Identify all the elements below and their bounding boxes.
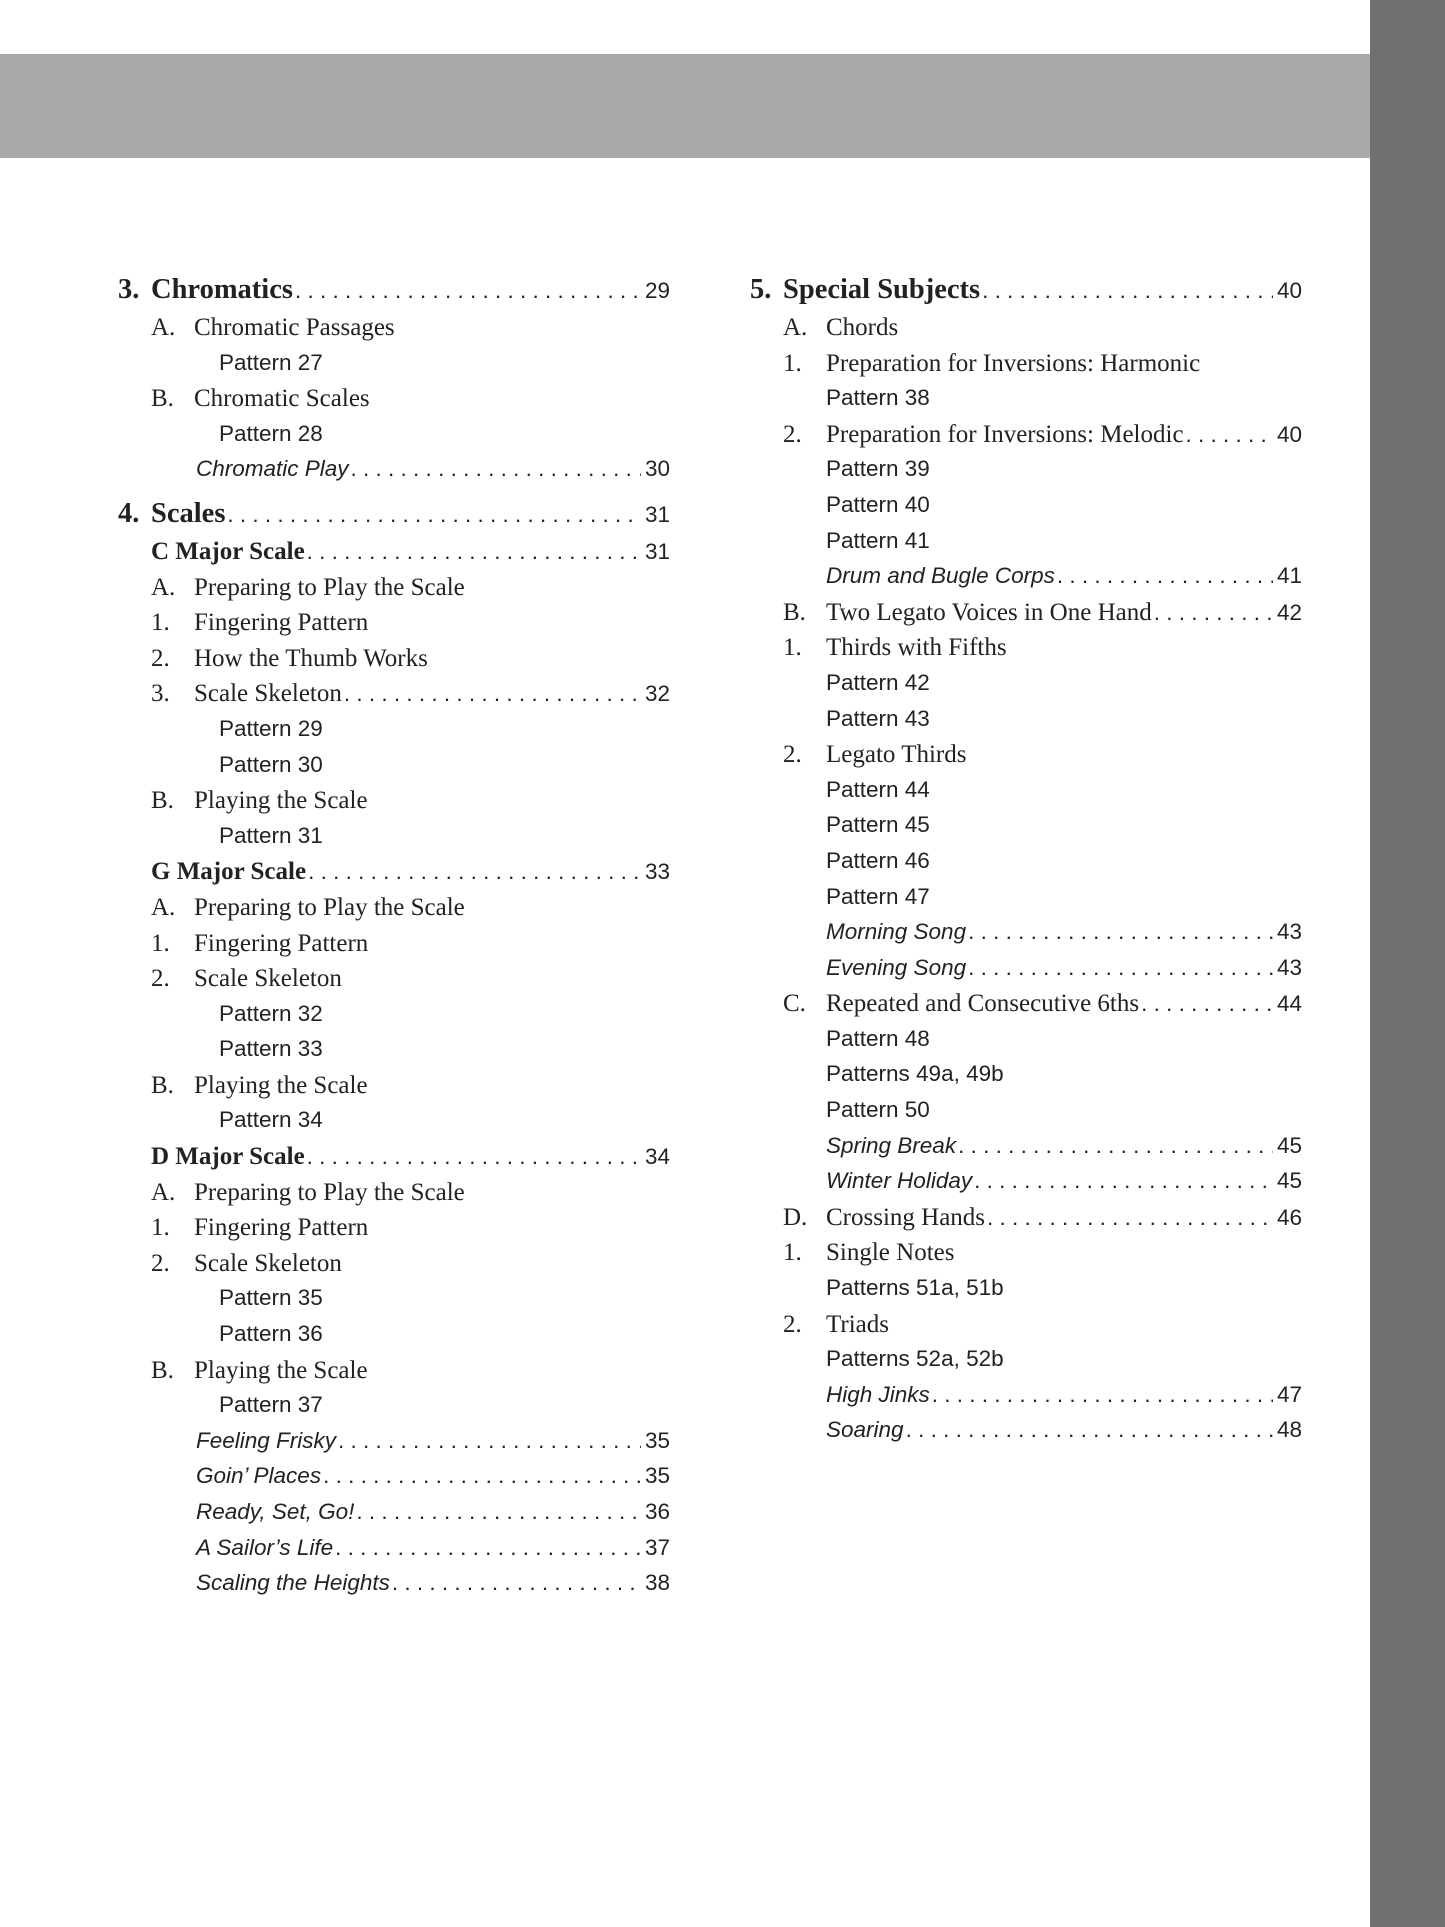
toc-entry-title: Patterns 52a, 52b [826,1346,1004,1372]
dot-leader [293,278,641,304]
toc-entry-piece [750,955,1302,991]
toc-entry-number: C. [783,990,806,1018]
toc-entry-pattern [750,1346,1302,1382]
toc-entry-pattern [118,752,670,788]
toc-entry-sub [118,385,670,421]
toc-entry-sub [118,1072,670,1108]
dot-leader [1055,563,1273,589]
toc-page-number: 30 [644,456,670,482]
toc-page-number: 40 [1276,421,1302,447]
toc-page-number: 45 [1276,1168,1302,1194]
toc-page-number: 36 [644,1499,670,1524]
toc-entry-number: A. [151,893,176,921]
toc-entry-title: Pattern 43 [826,705,930,731]
toc-entry-pattern [750,670,1302,706]
dot-leader [930,1382,1273,1408]
toc-entry-number: 5. [750,274,772,305]
toc-entry-title: Pattern 33 [219,1036,323,1062]
toc-entry-title: Playing the Scale [194,1071,368,1099]
toc-entry-title: Pattern 45 [826,812,930,838]
toc-entry-title: Single Notes [826,1239,955,1267]
toc-entry-title: Pattern 28 [219,420,323,446]
dot-leader [1184,422,1273,448]
toc-entry-sub [118,645,670,681]
toc-entry-title: Two Legato Voices in One Hand [826,598,1152,626]
toc-entry-title: Patterns 49a, 49b [826,1061,1004,1087]
toc-entry-sub [118,894,670,930]
toc-entry-heading [118,274,670,314]
toc-entry-sub [750,599,1302,635]
dot-leader [972,1168,1273,1194]
toc-entry-title: Pattern 40 [826,491,930,517]
toc-entry-title: Triads [826,1310,889,1338]
toc-entry-piece [750,1168,1302,1204]
dot-leader [342,681,641,707]
toc-entry-title: Thirds with Fifths [826,634,1007,662]
toc-page-number: 44 [1276,991,1302,1017]
toc-page-number: 31 [644,538,670,564]
toc-entry-piece [118,1570,670,1606]
toc-entry-title: A Sailor’s Life [196,1534,334,1560]
toc-entry-title: Winter Holiday [826,1168,973,1194]
toc-entry-title: Pattern 34 [219,1107,323,1133]
toc-entry-title: Chromatic Scales [194,385,370,413]
dot-leader [333,1535,641,1561]
toc-entry-number: 1. [783,634,802,662]
toc-entry-number: D. [783,1203,808,1231]
toc-entry-number: 2. [151,965,170,993]
toc-column-right [750,274,1302,1453]
dot-leader [1152,600,1273,626]
toc-entry-piece [118,1463,670,1499]
toc-entry-piece [750,919,1302,955]
toc-entry-pattern [118,1001,670,1037]
toc-page-number: 40 [1276,278,1302,303]
toc-page-number: 37 [644,1534,670,1560]
toc-entry-title: Pattern 36 [219,1321,323,1347]
toc-entry-pattern [750,706,1302,742]
toc-entry-number: 2. [151,1249,170,1277]
toc-entry-pattern [118,823,670,859]
toc-entry-title: Pattern 35 [219,1285,323,1311]
toc-entry-sub [750,421,1302,457]
toc-entry-title: Pattern 37 [219,1392,323,1418]
toc-entry-title: D Major Scale [151,1143,305,1171]
toc-entry-pattern [118,1392,670,1428]
toc-page-number: 43 [1276,919,1302,945]
toc-entry-sub [118,930,670,966]
toc-page-number: 42 [1276,599,1302,625]
toc-entry-title: Fingering Pattern [194,1214,369,1242]
toc-entry-title: Fingering Pattern [194,929,369,957]
toc-entry-sub [118,1214,670,1250]
dot-leader [336,1428,641,1454]
toc-entry-number: B. [151,1356,174,1384]
toc-entry-scale [118,858,670,894]
toc-page-number: 33 [644,859,670,885]
toc-entry-title: Pattern 27 [219,349,323,375]
toc-entry-title: Patterns 51a, 51b [826,1275,1004,1301]
toc-entry-number: A. [151,1178,176,1206]
toc-entry-title: Evening Song [826,954,967,980]
toc-entry-sub [118,1179,670,1215]
toc-entry-title: Playing the Scale [194,787,368,815]
toc-entry-title: High Jinks [826,1381,930,1407]
toc-entry-title: Repeated and Consecutive 6ths [826,990,1140,1018]
toc-entry-title: Chromatics [151,274,293,305]
toc-entry-pattern [118,1321,670,1357]
toc-entry-number: 2. [151,644,170,672]
toc-entry-sub [118,1357,670,1393]
toc-page-number: 34 [644,1144,670,1170]
toc-page-number: 48 [1276,1417,1302,1443]
toc-entry-title: Preparing to Play the Scale [194,573,465,601]
toc-entry-heading [118,498,670,538]
toc-entry-number: 2. [783,1310,802,1338]
toc-entry-title: Preparing to Play the Scale [194,1178,465,1206]
toc-entry-pattern [750,1275,1302,1311]
dot-leader [225,502,641,528]
toc-page-number: 43 [1276,954,1302,980]
toc-entry-number: B. [151,787,174,815]
toc-entry-title: Pattern 50 [826,1097,930,1123]
toc-page-number: 41 [1276,563,1302,589]
toc-entry-number: A. [151,573,176,601]
toc-entry-number: A. [151,314,176,341]
toc-entry-title: Scales [151,497,226,529]
toc-entry-number: 1. [151,1214,170,1242]
toc-entry-title: Chromatic Play [196,456,349,482]
toc-entry-piece [750,1382,1302,1418]
toc-entry-sub [750,1204,1302,1240]
toc-entry-title: Pattern 44 [826,776,930,802]
toc-entry-title: Fingering Pattern [194,609,369,637]
dot-leader [349,456,641,482]
toc-entry-title: Ready, Set, Go! [196,1499,355,1524]
dot-leader [985,1205,1273,1231]
toc-entry-sub [118,574,670,610]
toc-page-number: 38 [644,1570,670,1596]
dot-leader [305,539,641,565]
toc-entry-title: Pattern 48 [826,1025,930,1051]
dot-leader [980,278,1273,304]
toc-page-number: 46 [1276,1204,1302,1230]
toc-page-number: 35 [644,1463,670,1489]
toc-entry-title: Pattern 46 [826,847,930,873]
toc-entry-title: Special Subjects [783,274,981,305]
toc-entry-pattern [118,421,670,457]
toc-entry-title: Scale Skeleton [194,1249,342,1277]
header-band [0,54,1370,158]
toc-entry-number: 3. [151,680,170,708]
toc-entry-number: 3. [118,274,140,305]
toc-entry-pattern [750,777,1302,813]
toc-entry-sub [118,680,670,716]
dot-leader [904,1417,1273,1443]
toc-entry-piece [118,456,670,492]
toc-entry-piece [118,1535,670,1571]
toc-entry-sub [750,741,1302,777]
dot-leader [966,919,1273,945]
toc-page-number: 47 [1276,1381,1302,1407]
toc-entry-sub [118,965,670,1001]
toc-entry-pattern [750,1026,1302,1062]
toc-entry-number: B. [151,385,174,413]
toc-entry-title: Spring Break [826,1132,957,1158]
toc-entry-piece [118,1499,670,1535]
toc-entry-title: Pattern 42 [826,669,930,695]
toc-entry-title: How the Thumb Works [194,644,428,672]
toc-entry-number: 1. [783,1239,802,1267]
toc-entry-pattern [118,1036,670,1072]
toc-entry-title: C Major Scale [151,537,305,565]
toc-entry-title: Feeling Frisky [196,1427,337,1453]
toc-page-number: 32 [644,681,670,707]
toc-entry-scale [118,1143,670,1179]
toc-entry-title: Crossing Hands [826,1203,986,1231]
toc-entry-piece [750,1133,1302,1169]
toc-entry-sub [750,1311,1302,1347]
toc-entry-number: 2. [783,741,802,769]
toc-entry-title: Pattern 32 [219,1000,323,1026]
toc-entry-pattern [750,385,1302,421]
toc-entry-title: Pattern 29 [219,715,323,741]
toc-entry-number: 1. [783,349,802,377]
toc-entry-number: 4. [118,497,140,529]
toc-entry-piece [750,563,1302,599]
toc-entry-number: B. [151,1071,174,1099]
toc-entry-title: Preparing to Play the Scale [194,893,465,921]
toc-entry-pattern [118,1107,670,1143]
toc-entry-title: Soaring [826,1417,904,1443]
toc-entry-title: Scaling the Heights [196,1570,390,1596]
toc-entry-heading [750,274,1302,314]
toc-entry-title: Playing the Scale [194,1356,368,1384]
toc-entry-title: Chords [826,314,899,341]
toc-entry-pattern [118,1285,670,1321]
toc-entry-sub [750,1239,1302,1275]
toc-entry-pattern [750,884,1302,920]
toc-entry-piece [118,1428,670,1464]
toc-page-number: 29 [644,278,670,303]
toc-entry-sub [118,1250,670,1286]
toc-entry-title: Preparation for Inversions: Harmonic [826,349,1201,377]
dot-leader [354,1499,641,1525]
toc-page-number: 35 [644,1427,670,1453]
toc-entry-sub [750,990,1302,1026]
toc-entry-title: Pattern 38 [826,385,930,411]
toc-entry-title: Pattern 30 [219,751,323,777]
toc-entry-number: 1. [151,929,170,957]
toc-entry-number: B. [783,598,806,626]
toc-page-number: 45 [1276,1132,1302,1158]
dot-leader [956,1133,1273,1159]
toc-entry-sub [750,350,1302,386]
toc-entry-title: Goin’ Places [196,1463,322,1489]
toc-entry-pattern [750,848,1302,884]
toc-entry-pattern [750,528,1302,564]
toc-entry-pattern [118,350,670,386]
toc-entry-pattern [750,492,1302,528]
toc-entry-pattern [750,1097,1302,1133]
toc-entry-sub [750,634,1302,670]
dot-leader [321,1463,641,1489]
side-tab-band [1370,0,1445,1927]
toc-entry-title: G Major Scale [151,858,307,886]
toc-entry-title: Legato Thirds [826,741,967,769]
toc-column-left [118,274,670,1606]
toc-entry-title: Pattern 41 [826,527,930,553]
toc-entry-pattern [750,456,1302,492]
toc-entry-sub [118,609,670,645]
toc-entry-title: Scale Skeleton [194,680,342,708]
toc-entry-pattern [750,1061,1302,1097]
toc-entry-pattern [118,716,670,752]
toc-entry-title: Pattern 31 [219,822,323,848]
dot-leader [390,1570,641,1596]
dot-leader [966,955,1273,981]
toc-entry-number: A. [783,314,808,341]
toc-entry-sub [750,314,1302,350]
toc-entry-piece [750,1417,1302,1453]
toc-entry-scale [118,538,670,574]
toc-entry-number: 1. [151,609,170,637]
dot-leader [305,1144,641,1170]
toc-entry-number: 2. [783,420,802,448]
toc-entry-title: Morning Song [826,919,967,945]
toc-entry-title: Preparation for Inversions: Melodic [826,420,1184,448]
dot-leader [1139,991,1273,1017]
toc-entry-title: Drum and Bugle Corps [826,563,1055,589]
toc-page-number: 31 [644,501,670,527]
toc-entry-title: Pattern 39 [826,456,930,482]
dot-leader [306,859,641,885]
toc-entry-title: Chromatic Passages [194,314,395,341]
toc-entry-title: Pattern 47 [826,883,930,909]
toc-entry-sub [118,314,670,350]
toc-entry-pattern [750,812,1302,848]
toc-entry-title: Scale Skeleton [194,965,342,993]
toc-entry-sub [118,787,670,823]
